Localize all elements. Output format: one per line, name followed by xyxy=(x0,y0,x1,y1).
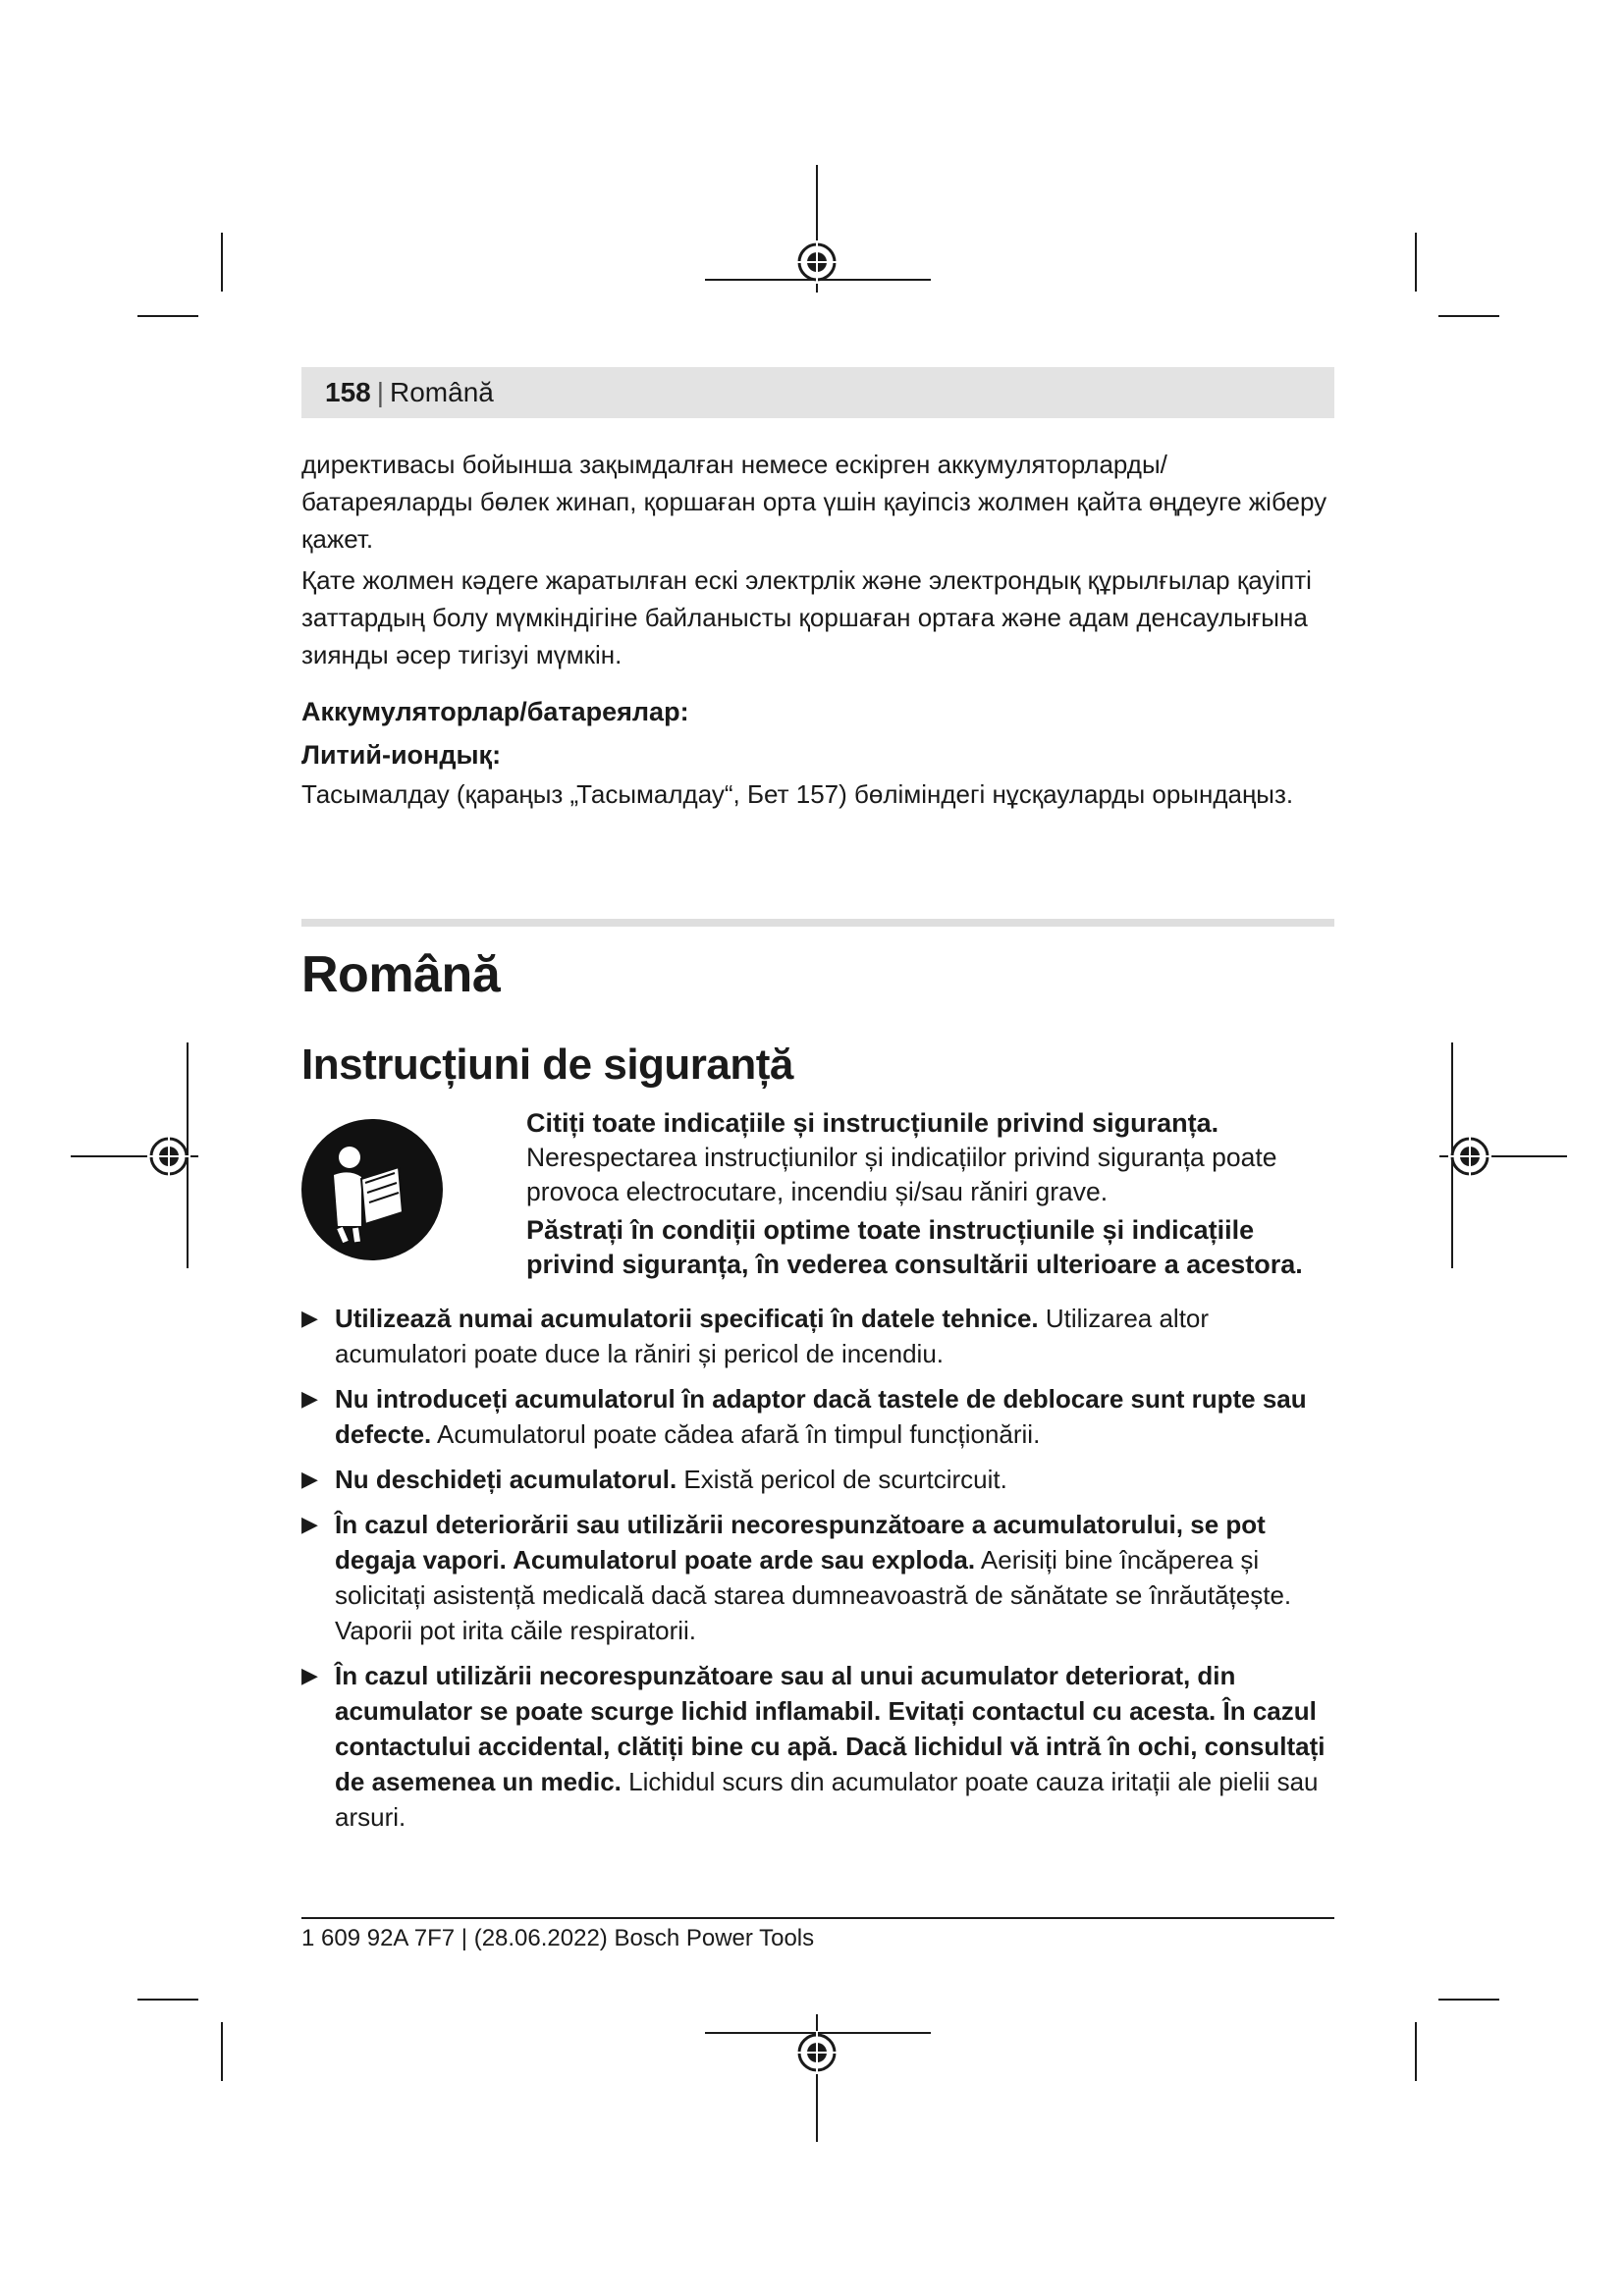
kazakh-heading-batteries: Аккумуляторлар/батареялар: xyxy=(301,697,689,726)
bullet-text: Aerisiți bine încăperea și solicitați asistență medicală dacă starea dumneavoastră de sănătate se înrăutățește. Vaporii pot irita căile respiratorii. xyxy=(335,1545,1292,1645)
list-item xyxy=(301,1381,1334,1452)
page-header xyxy=(301,367,1334,418)
bullet-bold-text: În cazul utilizării necorespunzătoare sau al unui acumulator deteriorat, din acumulator se poate scurge lichid inflamabil. Evitați contactul cu acesta. În cazul contactului accidental, clătiți bine cu apă. Dacă lichidul vă intră în ochi, consultați de asemenea un medic. xyxy=(335,1661,1326,1796)
intro-read-all: Citiți toate indicațiile și instrucțiunile privind siguranța. xyxy=(526,1108,1219,1138)
list-item xyxy=(301,1301,1334,1371)
safety-bullet-list xyxy=(301,1301,1334,1844)
bullet-bold-text: Utilizează numai acumulatorii specificați în datele tehnice. xyxy=(335,1304,1039,1333)
kazakh-heading-lithium: Литий-иондық: xyxy=(301,740,502,770)
bullet-text: Lichidul scurs din acumulator poate cauza iritații ale pielii sau arsuri. xyxy=(335,1767,1319,1832)
list-item xyxy=(301,1507,1334,1648)
crop-mark xyxy=(1415,233,1417,292)
kazakh-section xyxy=(301,446,1334,813)
crop-mark xyxy=(137,315,198,317)
bullet-bold-text: Nu deschideți acumulatorul. xyxy=(335,1465,677,1494)
bullet-marker-icon: ▶ xyxy=(301,1306,318,1330)
kazakh-paragraph-3: Тасымалдау (қараңыз „Тасымалдау“, Бет 157) бөліміндегі нұсқауларды орындаңыз. xyxy=(301,779,1294,809)
header-separator: | xyxy=(376,377,384,407)
crop-mark xyxy=(1438,1999,1499,2001)
intro-consequences: Nerespectarea instrucțiunilor și indicațiilor privind siguranța poate provoca electrocutare, incendiu și/sau răniri grave. xyxy=(526,1143,1277,1206)
list-item xyxy=(301,1462,1334,1497)
bullet-text: Utilizarea altor acumulatori poate duce la răniri și pericol de incendiu. xyxy=(335,1304,1210,1368)
bullet-bold-text: În cazul deteriorării sau utilizării necorespunzătoare a acumulatorului, se pot degaja vapori. Acumulatorul poate arde sau exploda. xyxy=(335,1510,1266,1575)
page-number: 158 xyxy=(325,377,371,407)
bullet-text: Acumulatorul poate cădea afară în timpul funcționării. xyxy=(431,1419,1041,1449)
bullet-marker-icon: ▶ xyxy=(301,1386,318,1411)
read-manual-icon xyxy=(300,1118,444,1261)
crop-mark xyxy=(221,2022,223,2081)
bullet-marker-icon: ▶ xyxy=(301,1467,318,1491)
bullet-text: Există pericol de scurtcircuit. xyxy=(677,1465,1007,1494)
footer-divider xyxy=(301,1917,1334,1919)
list-item xyxy=(301,1658,1334,1835)
bullet-marker-icon: ▶ xyxy=(301,1512,318,1536)
section-divider xyxy=(301,919,1334,927)
section-title: Română xyxy=(301,946,501,1003)
safety-intro xyxy=(526,1106,1331,1282)
bullet-marker-icon: ▶ xyxy=(301,1663,318,1687)
header-language: Română xyxy=(390,377,494,407)
crop-mark xyxy=(137,1999,198,2001)
section-subtitle: Instrucțiuni de siguranță xyxy=(301,1041,793,1089)
page-footer: 1 609 92A 7F7 | (28.06.2022) Bosch Power Tools xyxy=(301,1925,815,1951)
crop-mark xyxy=(1415,2022,1417,2081)
crop-mark xyxy=(1438,315,1499,317)
bullet-bold-text: Nu introduceți acumulatorul în adaptor dacă tastele de deblocare sunt rupte sau defecte. xyxy=(335,1384,1307,1449)
kazakh-paragraph-2: Қате жолмен кәдеге жаратылған ескі электрлік және электрондық құрылғылар қауіпті заттардың болу мүмкіндігіне байланысты қоршаған ортаға және адам денсаулығына зиянды әсер тигізуі мүмкін. xyxy=(301,565,1312,669)
intro-keep-instructions: Păstrați în condiții optime toate instrucțiunile și indicațiile privind siguranța, în vederea consultării ulterioare a acestora. xyxy=(526,1215,1303,1279)
kazakh-paragraph-1: директивасы бойынша зақымдалған немесе ескірген аккумуляторларды/ батареяларды бөлек жинап, қоршаған орта үшін қауіпсіз жолмен қайта өңдеуге жіберу қажет. xyxy=(301,450,1327,554)
crop-mark xyxy=(221,233,223,292)
